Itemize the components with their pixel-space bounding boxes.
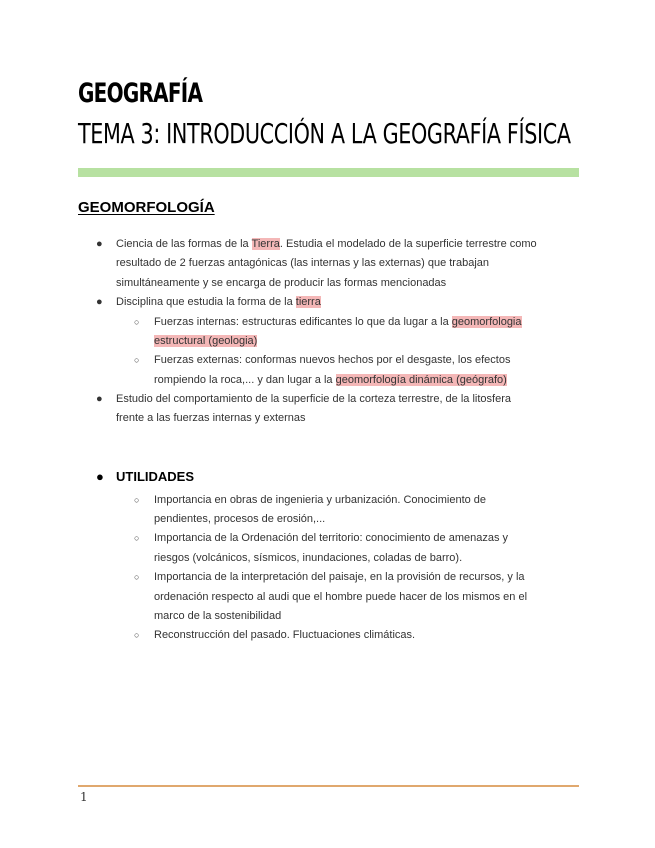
circle-bullet-icon: ○ [134, 572, 140, 582]
sub-list-item-line: marco de la sostenibilidad [154, 610, 282, 622]
sub-list-item: Reconstrucción del pasado. Fluctuaciones climáticas. [154, 629, 416, 641]
list-item-line: simultáneamente y se encarga de producir las formas mencionadas [116, 277, 447, 289]
utilidades-heading: UTILIDADES [116, 469, 194, 484]
sub-list-item: Importancia en obras de ingenieria y urbanización. Conocimiento de [154, 494, 487, 506]
highlighted-term: tierra [295, 296, 321, 308]
bullet-icon: ● [96, 238, 103, 250]
sub-list-item-line [154, 371, 507, 391]
circle-bullet-icon: ○ [134, 533, 140, 543]
sub-list-item-line: pendientes, procesos de erosión,... [154, 513, 326, 525]
text-span: . Estudia el modelado de la superficie terrestre como [279, 238, 537, 250]
list-item: Estudio del comportamiento de la superficie de la corteza terrestre, de la litosfera [116, 393, 511, 405]
sub-list-item: Importancia de la Ordenación del territorio: conocimiento de amenazas y [154, 532, 509, 544]
text-span: Fuerzas internas: estructuras edificantes lo que da lugar a la [154, 316, 452, 328]
text-span: rompiendo la roca,... y dan lugar a la [154, 374, 336, 386]
sub-list-item: Fuerzas externas: conformas nuevos hechos por el desgaste, los efectos [154, 354, 511, 366]
text-span: Disciplina que estudia la forma de la [116, 296, 296, 308]
list-item-line: resultado de 2 fuerzas antagónicas (las internas y las externas) que trabajan [116, 257, 489, 269]
sub-list-item-line [154, 332, 257, 352]
circle-bullet-icon: ○ [134, 317, 140, 327]
sub-list-item-line: riesgos (volcánicos, sísmicos, inundaciones, coladas de barro). [154, 552, 463, 564]
circle-bullet-icon: ○ [134, 355, 140, 365]
section-heading: GEOMORFOLOGÍA [78, 199, 215, 216]
document-subtitle: TEMA 3: INTRODUCCIÓN A LA GEOGRAFÍA FÍSICA [78, 117, 571, 150]
bullet-icon: ● [96, 393, 103, 405]
bullet-icon: ● [96, 296, 103, 308]
bullet-icon: ● [96, 469, 104, 484]
highlighted-term: geomorfología dinámica (geógrafo) [335, 374, 507, 386]
circle-bullet-icon: ○ [134, 630, 140, 640]
sub-list-item-line: ordenación respecto al audi que el hombre puede hacer de los mismos en el [154, 591, 528, 603]
list-item [116, 235, 537, 255]
page-number: 1 [80, 790, 88, 804]
document-title: GEOGRAFÍA [78, 78, 203, 109]
highlighted-term: estructural (geologia) [154, 335, 258, 347]
title-divider [78, 168, 579, 177]
list-item [116, 293, 321, 313]
sub-list-item: Importancia de la interpretación del paisaje, en la provisión de recursos, y la [154, 571, 525, 583]
sub-list-item [154, 313, 522, 333]
highlighted-term: Tierra [251, 238, 280, 250]
footer-divider [78, 785, 579, 787]
highlighted-term: geomorfologia [451, 316, 522, 328]
circle-bullet-icon: ○ [134, 495, 140, 505]
text-span: Ciencia de las formas de la [116, 238, 252, 250]
list-item-line: frente a las fuerzas internas y externas [116, 412, 306, 424]
